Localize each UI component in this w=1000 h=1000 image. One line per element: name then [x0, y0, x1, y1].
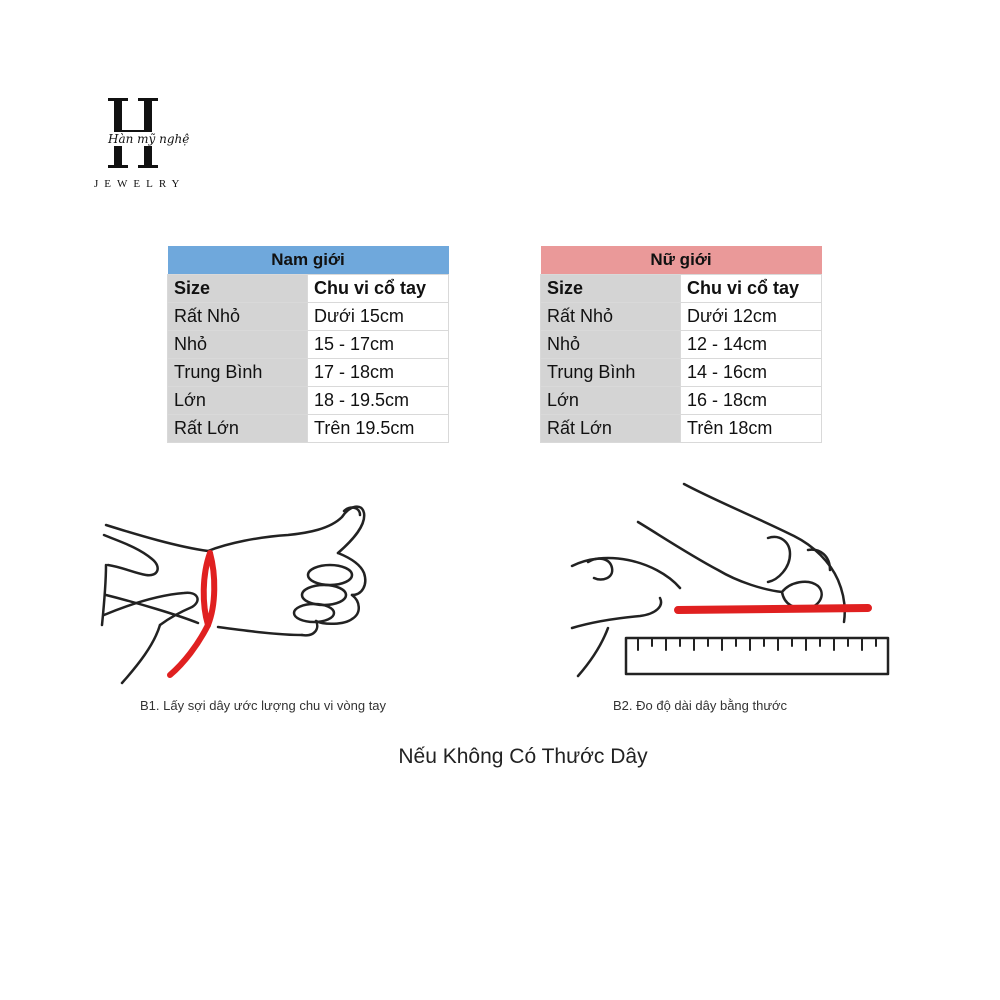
brand-logo — [92, 92, 212, 202]
circumference-cell: 14 - 16cm — [681, 358, 822, 386]
table-row — [168, 386, 449, 414]
table-row — [168, 302, 449, 330]
table-row — [541, 386, 822, 414]
male-col-circumference: Chu vi cổ tay — [308, 274, 449, 302]
size-cell: Rất Lớn — [168, 414, 308, 442]
wrist-string-illustration — [98, 495, 438, 695]
male-size-table — [167, 246, 449, 443]
size-cell: Nhỏ — [168, 330, 308, 358]
table-row — [168, 414, 449, 442]
table-row — [541, 330, 822, 358]
female-col-size: Size — [541, 274, 681, 302]
male-table-title: Nam giới — [168, 246, 449, 274]
circumference-cell: Trên 19.5cm — [308, 414, 449, 442]
circumference-cell: 12 - 14cm — [681, 330, 822, 358]
size-cell: Trung Bình — [541, 358, 681, 386]
size-cell: Rất Lớn — [541, 414, 681, 442]
circumference-cell: 15 - 17cm — [308, 330, 449, 358]
size-cell: Lớn — [168, 386, 308, 414]
circumference-cell: Dưới 15cm — [308, 302, 449, 330]
female-col-circumference: Chu vi cổ tay — [681, 274, 822, 302]
table-row — [541, 414, 822, 442]
size-cell: Rất Nhỏ — [168, 302, 308, 330]
brand-script-name: Hàn mỹ nghệ — [108, 132, 190, 146]
step-1-caption: B1. Lấy sợi dây ước lượng chu vi vòng tay — [140, 698, 387, 713]
female-table-title: Nữ giới — [541, 246, 822, 274]
table-row — [168, 330, 449, 358]
size-cell: Nhỏ — [541, 330, 681, 358]
circumference-cell: 18 - 19.5cm — [308, 386, 449, 414]
table-row — [541, 358, 822, 386]
ruler-measure-illustration — [568, 478, 898, 688]
size-cell: Trung Bình — [168, 358, 308, 386]
table-row — [541, 302, 822, 330]
table-row — [168, 358, 449, 386]
brand-wordmark: JEWELRY — [94, 178, 186, 190]
circumference-cell: Trên 18cm — [681, 414, 822, 442]
ruler-ticks-icon — [638, 638, 876, 650]
size-cell: Lớn — [541, 386, 681, 414]
circumference-cell: Dưới 12cm — [681, 302, 822, 330]
male-col-size: Size — [168, 274, 308, 302]
circumference-cell: 17 - 18cm — [308, 358, 449, 386]
circumference-cell: 16 - 18cm — [681, 386, 822, 414]
step-2-caption: B2. Đo độ dài dây bằng thước — [613, 698, 788, 713]
size-cell: Rất Nhỏ — [541, 302, 681, 330]
female-size-table — [540, 246, 822, 443]
footer-title: Nếu Không Có Thước Dây — [398, 745, 648, 768]
